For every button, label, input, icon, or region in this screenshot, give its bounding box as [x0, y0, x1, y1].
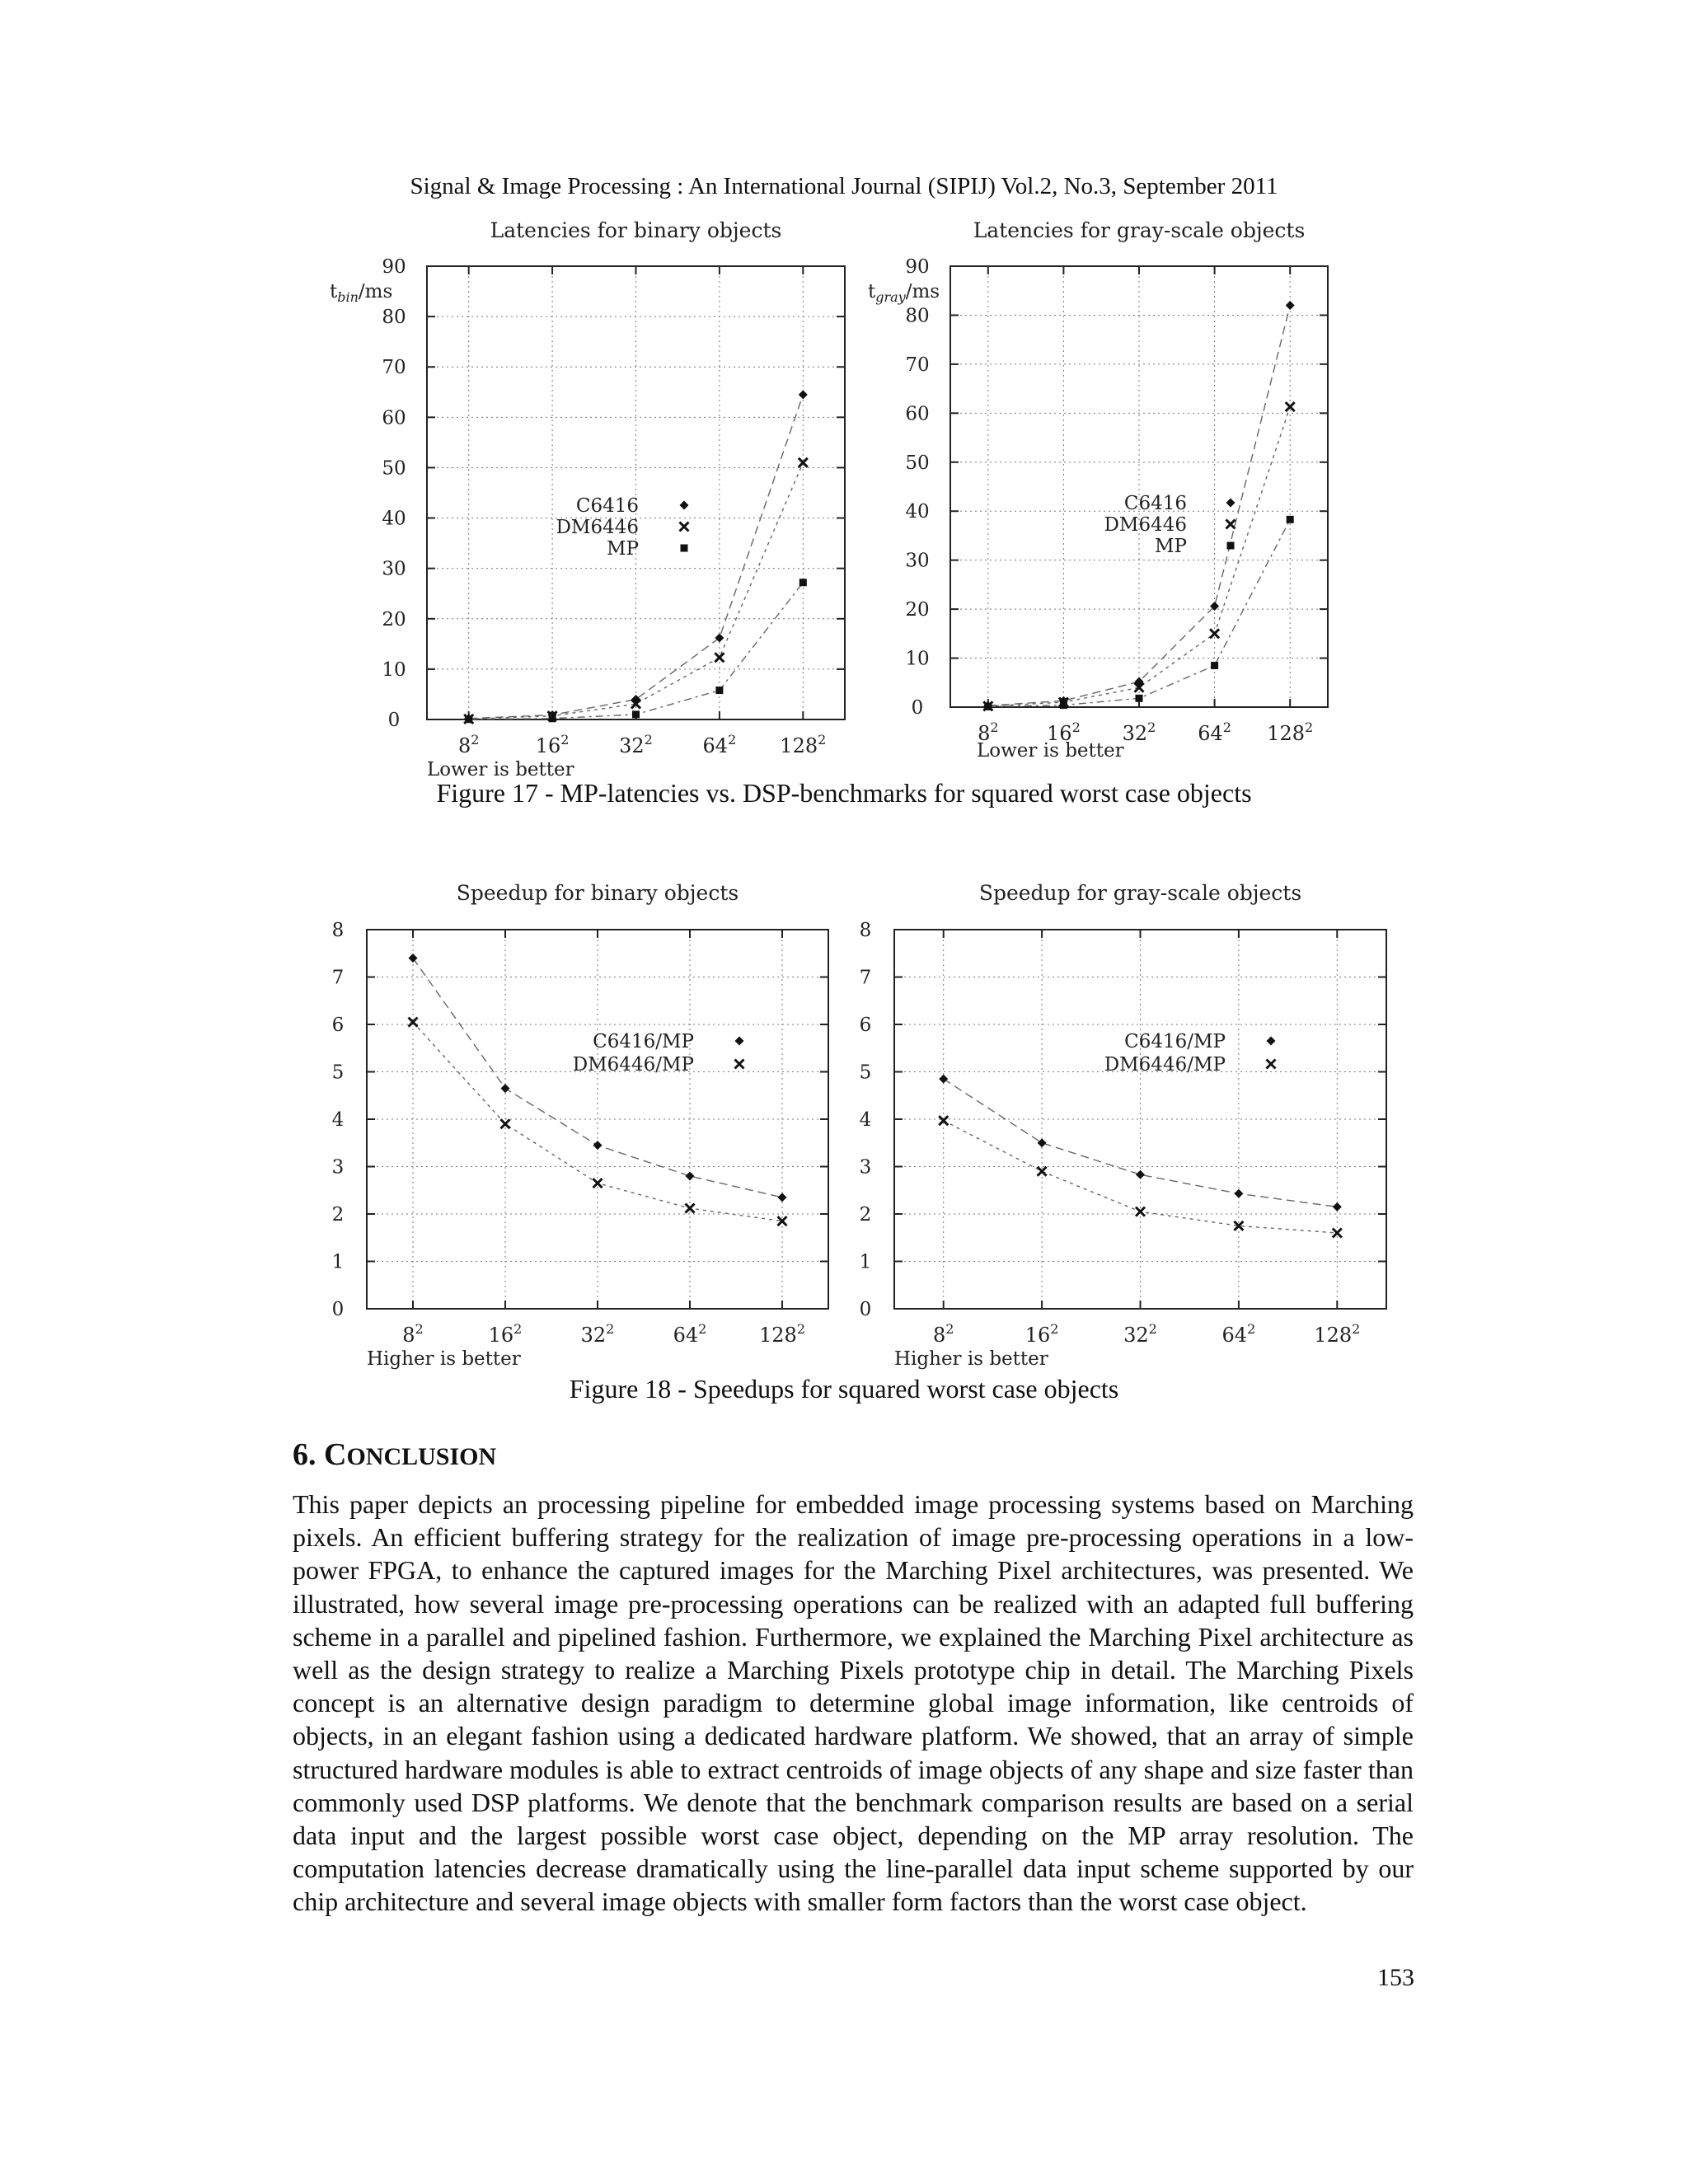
data-point-c6416-mp	[1136, 1170, 1145, 1179]
legend-label: C6416/MP	[593, 1031, 694, 1052]
legend-label: MP	[606, 538, 639, 560]
data-point-dm6446-mp	[1333, 1229, 1342, 1238]
y-tick-label: 0	[387, 710, 401, 731]
figure-18-caption: Figure 18 - Speedups for squared worst case objects	[569, 1374, 1119, 1404]
y-tick-label: 70	[905, 354, 930, 376]
data-point-c6416-mp	[778, 1193, 787, 1202]
data-point-dm6446-mp	[1136, 1207, 1145, 1216]
y-tick-label: 60	[382, 407, 406, 429]
y-tick-label: 8	[331, 920, 345, 941]
chart-title: Speedup for gray-scale objects	[978, 881, 1302, 905]
y-tick-label: 20	[905, 599, 930, 621]
y-tick-label: 10	[905, 648, 930, 670]
legend-marker	[680, 501, 689, 510]
chart-speedup-grayscale	[849, 874, 1393, 1376]
axis-note: Higher is better	[367, 1348, 521, 1370]
chart-latency-grayscale	[870, 213, 1405, 781]
legend-label: C6416/MP	[1124, 1031, 1226, 1052]
y-tick-label: 90	[382, 256, 406, 278]
axis-note: Lower is better	[427, 759, 574, 780]
data-point-mp	[984, 703, 992, 710]
x-tick-label: $16^2$	[1025, 1321, 1059, 1347]
y-tick-label: 80	[382, 307, 406, 329]
data-point-mp	[1287, 516, 1294, 523]
x-tick-label: $16^2$	[1047, 719, 1081, 745]
chart-title: Latencies for gray-scale objects	[973, 218, 1306, 242]
data-point-dm6446-mp	[593, 1179, 603, 1188]
legend-marker	[680, 523, 689, 532]
x-tick-label: $32^2$	[1122, 719, 1156, 745]
x-tick-label: $64^2$	[1221, 1321, 1256, 1347]
section-heading	[293, 1436, 496, 1473]
data-point-mp	[549, 715, 556, 722]
conclusion-paragraph: This paper depicts an processing pipeline for embedded image processing systems based on Marching pixels. An efficient buffering strategy for the realization of image pre-processing operations in a low-power FPGA, to enhance the captured images for the Marching Pixel architectures, was presented. We illustrated, how several image pre-processing operations can be realized with an adapted full buffering scheme in a parallel and pipelined fashion. Furthermore, we explained the Marching Pixel architecture as well as the design strategy to realize a Marching Pixels prototype chip in detail. The Marching Pixels concept is an alternative design paradigm to determine global image information, like centroids of objects, in an elegant fashion using a dedicated hardware platform. We showed, that an array of simple structured hardware modules is able to extract centroids of image objects of any shape and size faster than commonly used DSP platforms. We denote that the benchmark comparison results are based on a serial data input and the largest possible worst case object, depending on the MP array resolution. The computation latencies decrease dramatically using the line-parallel data input scheme supported by our chip architecture and several image objects with smaller form factors than the worst case object.	[293, 1489, 1414, 1917]
data-point-c6416-mp	[501, 1084, 510, 1093]
data-point-mp	[1060, 701, 1067, 709]
x-tick-label: $8^2$	[932, 1321, 954, 1347]
y-tick-label: 30	[382, 558, 406, 580]
data-point-c6416-mp	[1038, 1138, 1047, 1147]
data-point-mp	[1136, 695, 1143, 702]
y-tick-label: 70	[382, 357, 406, 379]
x-tick-label: $8^2$	[402, 1321, 424, 1347]
y-tick-label: 0	[331, 1299, 345, 1320]
chart-title: Speedup for binary objects	[456, 881, 739, 905]
figure-17-caption: Figure 17 - MP-latencies vs. DSP-benchmarks for squared worst case objects	[436, 778, 1252, 808]
y-axis-label: $t_{bin}/ms$	[330, 281, 393, 305]
x-tick-label: $32^2$	[580, 1321, 615, 1347]
x-tick-label: $128^2$	[1267, 719, 1314, 745]
data-point-c6416-mp	[409, 954, 418, 963]
section-title-rest: ONCLUSION	[346, 1443, 497, 1470]
x-tick-label: $128^2$	[780, 732, 827, 757]
y-tick-label: 8	[859, 920, 872, 941]
data-point-c6416-mp	[593, 1141, 603, 1150]
y-tick-label: 10	[382, 658, 406, 681]
x-tick-label: $128^2$	[759, 1321, 805, 1347]
plot-frame	[950, 266, 1328, 707]
legend-marker	[1267, 1060, 1276, 1069]
legend-marker	[1226, 499, 1236, 508]
y-tick-label: 40	[905, 501, 930, 523]
data-point-mp	[715, 687, 723, 694]
data-point-dm6446	[715, 653, 724, 662]
y-tick-label: 3	[331, 1156, 345, 1179]
legend-marker	[1227, 542, 1235, 550]
data-point-dm6446-mp	[686, 1204, 695, 1213]
data-point-dm6446	[1210, 629, 1219, 638]
legend-label: DM6446/MP	[572, 1054, 694, 1076]
y-tick-label: 3	[859, 1156, 872, 1179]
legend-label: C6416	[1123, 493, 1187, 514]
page-number: 153	[1377, 1964, 1414, 1991]
x-tick-label: $8^2$	[457, 732, 480, 757]
y-tick-label: 90	[905, 256, 930, 278]
chart-title: Latencies for binary objects	[490, 218, 782, 242]
x-tick-label: $16^2$	[535, 732, 570, 757]
y-tick-label: 6	[859, 1015, 872, 1036]
data-point-c6416	[1286, 301, 1295, 310]
chart-speedup-binary	[317, 874, 853, 1376]
y-axis-label: $t_{gray}/ms$	[868, 281, 940, 305]
series-line-dm6446	[988, 407, 1290, 706]
data-point-c6416	[799, 390, 808, 399]
chart-latency-binary	[321, 213, 882, 781]
y-tick-label: 5	[859, 1062, 872, 1084]
section-number: 6.	[293, 1437, 316, 1472]
y-tick-label: 60	[905, 403, 930, 425]
plot-frame	[427, 266, 845, 719]
data-point-c6416-mp	[1333, 1202, 1342, 1212]
legend-marker	[735, 1060, 744, 1069]
y-tick-label: 30	[905, 550, 930, 572]
data-point-mp	[465, 715, 472, 723]
axis-note: Lower is better	[977, 740, 1124, 762]
data-point-mp	[799, 579, 807, 586]
legend-label: C6416	[575, 495, 639, 517]
y-tick-label: 1	[331, 1251, 345, 1273]
x-tick-label: $64^2$	[702, 732, 737, 757]
legend-marker	[681, 545, 688, 552]
y-tick-label: 20	[382, 608, 406, 630]
y-tick-label: 5	[331, 1062, 345, 1084]
legend-label: DM6446	[1104, 514, 1187, 536]
y-tick-label: 50	[382, 457, 406, 480]
legend-marker	[735, 1037, 744, 1046]
y-tick-label: 50	[905, 452, 930, 474]
x-tick-label: $64^2$	[1198, 719, 1231, 745]
y-tick-label: 0	[859, 1299, 872, 1320]
y-tick-label: 80	[905, 305, 930, 327]
legend-label: MP	[1154, 536, 1187, 557]
y-tick-label: 7	[859, 967, 872, 989]
y-tick-label: 1	[859, 1251, 872, 1273]
legend-label: DM6446	[556, 517, 639, 538]
x-tick-label: $32^2$	[1123, 1321, 1157, 1347]
legend-marker	[1226, 520, 1236, 529]
y-tick-label: 40	[382, 508, 406, 530]
y-tick-label: 4	[331, 1109, 345, 1131]
y-tick-label: 0	[911, 697, 924, 719]
legend-label: DM6446/MP	[1104, 1054, 1226, 1076]
running-header: Signal & Image Processing : An International Journal (SIPIJ) Vol.2, No.3, September 2011	[410, 173, 1278, 199]
y-tick-label: 4	[859, 1109, 872, 1131]
y-tick-label: 2	[859, 1204, 872, 1226]
section-title-initial: C	[324, 1437, 347, 1472]
legend-marker	[1267, 1037, 1276, 1046]
data-point-c6416-mp	[686, 1172, 695, 1181]
data-point-c6416-mp	[939, 1075, 948, 1084]
x-tick-label: $32^2$	[619, 732, 653, 757]
x-tick-label: $16^2$	[488, 1321, 523, 1347]
data-point-dm6446-mp	[501, 1119, 510, 1128]
y-tick-label: 6	[331, 1015, 345, 1036]
data-point-mp	[632, 710, 640, 718]
y-tick-label: 2	[331, 1204, 345, 1226]
data-point-mp	[1211, 662, 1218, 669]
x-tick-label: $128^2$	[1314, 1321, 1361, 1347]
data-point-c6416	[715, 634, 724, 643]
x-tick-label: $8^2$	[978, 719, 999, 745]
x-tick-label: $64^2$	[673, 1321, 707, 1347]
y-tick-label: 7	[331, 967, 345, 989]
data-point-c6416-mp	[1234, 1189, 1243, 1198]
axis-note: Higher is better	[894, 1348, 1048, 1370]
